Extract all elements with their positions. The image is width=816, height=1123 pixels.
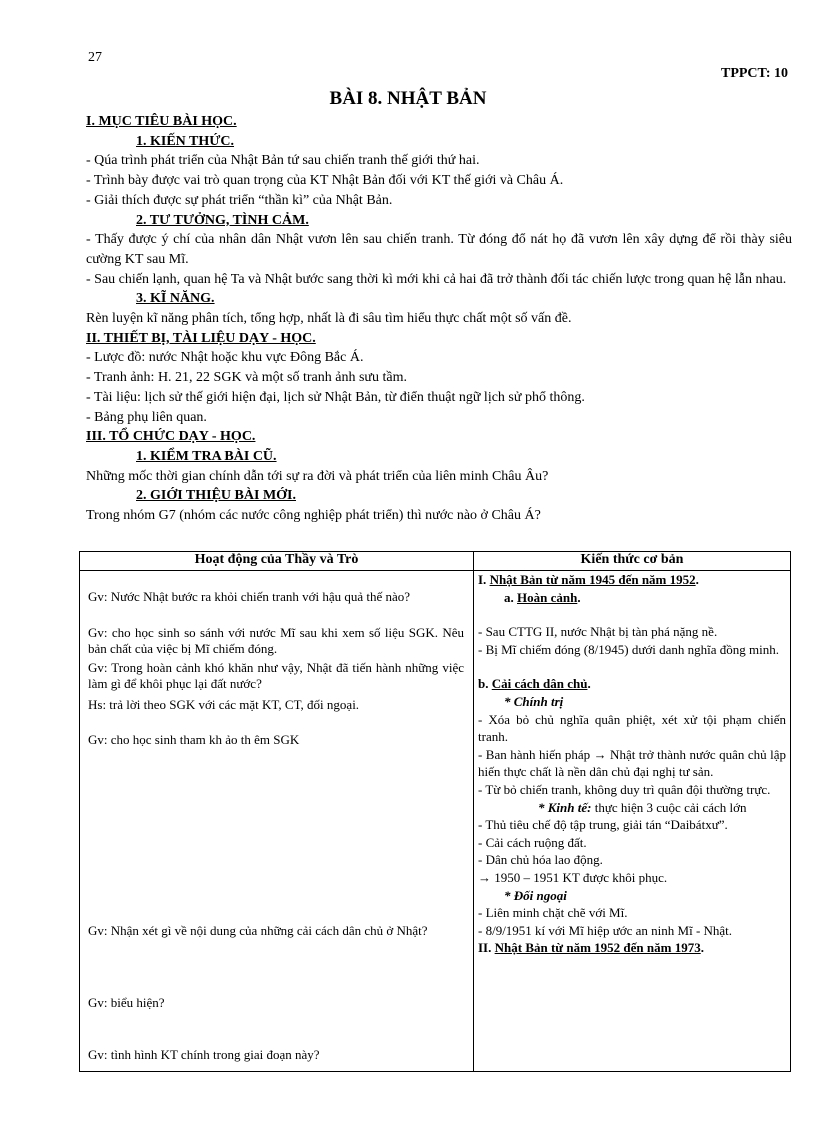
page-title: BÀI 8. NHẬT BẢN	[329, 88, 487, 109]
table-header-left: Hoạt động của Thầy và Trò	[80, 552, 474, 571]
knowledge-line: - Xóa bỏ chủ nghĩa quân phiệt, xét xử tội phạm chiến tranh.	[478, 711, 786, 745]
section-heading: III. TỔ CHỨC DẠY - HỌC.	[86, 429, 256, 445]
text-line: - Lược đồ: nước Nhật hoặc khu vực Đông Bắc Á.	[86, 350, 364, 366]
knowledge-line: - Sau CTTG II, nước Nhật bị tàn phá nặng nề.	[478, 624, 718, 640]
text-line: Rèn luyện kĩ năng phân tích, tổng hợp, nhất là đi sâu tìm hiểu thực chất một số vấn đề.	[86, 311, 572, 327]
knowledge-line: - Từ bỏ chiến tranh, không duy trì quân đội thường trực.	[478, 781, 771, 797]
knowledge-line: - Cải cách ruộng đất.	[478, 834, 587, 850]
knowledge-label: * Chính trị	[504, 693, 564, 709]
activity-item: Gv: biểu hiện?	[88, 995, 165, 1010]
subsection-heading: 3. KĨ NĂNG.	[136, 291, 215, 307]
subsection-heading: 2. GIỚI THIỆU BÀI MỚI.	[136, 488, 296, 504]
knowledge-line: - Liên minh chặt chẽ với Mĩ.	[478, 905, 628, 921]
text-line: Trong nhóm G7 (nhóm các nước công nghiệp phát triển) thì nước nào ở Châu Á?	[86, 508, 541, 524]
text-line: - Bảng phụ liên quan.	[86, 409, 207, 425]
activity-item: Hs: trả lời theo SGK với các mặt KT, CT, đối ngoại.	[88, 697, 360, 712]
subsection-heading: 1. KIẾN THỨC.	[136, 133, 235, 149]
tppct-label: TPPCT: 10	[720, 66, 788, 81]
text-line: - Trình bày được vai trò quan trọng của KT Nhật Bản đối với KT thế giới và Châu Á.	[86, 173, 564, 189]
knowledge-line: → 1950 – 1951 KT được khôi phục.	[478, 869, 668, 885]
knowledge-label: * Đối ngoại	[504, 887, 567, 903]
knowledge-cell	[474, 571, 791, 1072]
section-heading: II. THIẾT BỊ, TÀI LIỆU DẠY - HỌC.	[86, 330, 316, 346]
activity-item: Gv: tình hình KT chính trong giai đoạn này?	[88, 1047, 320, 1062]
knowledge-heading: II. Nhật Bản từ năm 1952 đến năm 1973.	[478, 940, 704, 956]
section-heading: I. MỤC TIÊU BÀI HỌC.	[86, 114, 237, 129]
activity-item: Gv: Nước Nhật bước ra khỏi chiến tranh với hậu quả thế nào?	[88, 589, 411, 604]
knowledge-label: * Kinh tế: thực hiện 3 cuộc cải cách lớn	[538, 799, 747, 815]
lesson-table	[79, 551, 791, 1072]
subsection-heading: 2. TƯ TƯỞNG, TÌNH CẢM.	[136, 212, 309, 228]
page-number: 27	[88, 50, 102, 65]
text-line: Những mốc thời gian chính dẫn tới sự ra đời và phát triển của liên minh Châu Âu?	[86, 468, 549, 484]
knowledge-line: - Dân chủ hóa lao động.	[478, 852, 603, 868]
knowledge-line: - Ban hành hiến pháp → Nhật trở thành nước quân chủ lập hiến thực chất là nền dân chủ đại nghị tư sản.	[478, 746, 786, 780]
knowledge-subheading: b. Cải cách dân chủ.	[478, 676, 591, 692]
text-line: - Qúa trình phát triển của Nhật Bản tứ sau chiến tranh thế giới thứ hai.	[86, 153, 480, 169]
knowledge-subheading: a. Hoàn cảnh.	[504, 589, 581, 605]
text-line: - Giải thích được sự phát triển “thần kì” của Nhật Bản.	[86, 192, 393, 208]
paragraph: - Thấy được ý chí của nhân dân Nhật vươn lên sau chiến tranh. Từ đóng đổ nát họ đã vươn lên xây dựng để rồi thày siêu cường KT sau Mĩ.	[86, 232, 792, 267]
activity-item: Gv: cho học sinh so sánh với nước Mĩ sau khi xem số liệu SGK. Nêu bản chất của việc bị Mĩ chiếm đóng.	[88, 625, 464, 656]
activity-item: Gv: cho học sinh tham kh ảo th êm SGK	[88, 732, 300, 747]
text-line: - Tài liệu: lịch sử thế giới hiện đại, lịch sử Nhật Bản, từ điển thuật ngữ lịch sử phổ thông.	[86, 389, 585, 405]
knowledge-line: - Bị Mĩ chiếm đóng (8/1945) dưới danh nghĩa đồng minh.	[478, 641, 779, 657]
knowledge-heading: I. Nhật Bản từ năm 1945 đến năm 1952.	[478, 572, 699, 587]
activity-cell	[80, 571, 474, 1072]
knowledge-line: - 8/9/1951 kí với Mĩ hiệp ước an ninh Mĩ - Nhật.	[478, 922, 733, 938]
text-line: - Tranh ảnh: H. 21, 22 SGK và một số tranh ảnh sưu tầm.	[86, 370, 408, 386]
activity-item: Gv: Trong hoàn cảnh khó khăn như vậy, Nhật đã tiến hành những việc làm gì để khôi phục lại đất nước?	[88, 660, 464, 691]
subsection-heading: 1. KIỂM TRA BÀI CŨ.	[136, 448, 277, 464]
activity-item: Gv: Nhận xét gì về nội dung của những cải cách dân chủ ở Nhật?	[88, 923, 428, 938]
knowledge-line: - Thủ tiêu chế độ tập trung, giải tán “Daibátxư”.	[478, 817, 728, 833]
document-body	[86, 112, 792, 526]
table-header-right: Kiến thức cơ bản	[474, 552, 791, 571]
paragraph: - Sau chiến lạnh, quan hệ Ta và Nhật bước sang thời kì mới khi cả hai đã trở thành đối tác chiến lược trong quan hệ lẫn nhau.	[86, 271, 787, 287]
